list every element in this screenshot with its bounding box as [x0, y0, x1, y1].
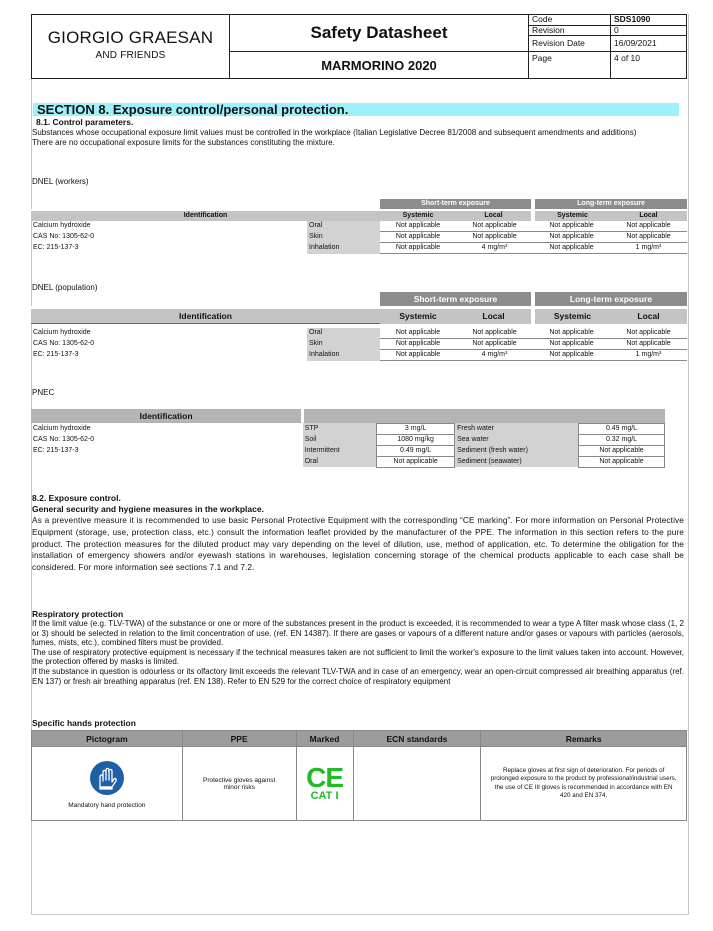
- value-cell: Not applicable: [456, 328, 533, 339]
- route-cell: Inhalation: [307, 350, 380, 361]
- ce-mark-cell: [296, 747, 353, 821]
- dnel-workers-long-term: Long-term exposure: [533, 199, 687, 210]
- pictogram-cell: [32, 747, 183, 821]
- dnel-population-st-local: Local: [456, 308, 533, 324]
- substance-name: Calcium hydroxide: [33, 424, 91, 432]
- hands-heading: Specific hands protection: [32, 718, 136, 728]
- table-row: [31, 339, 687, 350]
- control-params-heading: 8.1. Control parameters.: [36, 117, 134, 127]
- value-cell: Not applicable: [380, 243, 456, 254]
- table-row: [31, 221, 687, 232]
- ppe-header-ppe: PPE: [182, 731, 296, 747]
- pnec-label: PNEC: [32, 388, 55, 397]
- table-row: [31, 243, 687, 254]
- route-cell: Skin: [307, 339, 380, 350]
- pnec-key-cell: Oral: [303, 456, 377, 467]
- company-name: [32, 15, 230, 79]
- value-cell: Not applicable: [533, 221, 610, 232]
- dnel-workers-short-term: Short-term exposure: [380, 199, 533, 210]
- meta-page-value: 4 of 10: [611, 52, 687, 79]
- pnec-key-cell: Sea water: [455, 434, 579, 445]
- meta-date-key: Revision Date: [529, 36, 611, 52]
- value-cell: Not applicable: [533, 243, 610, 254]
- dnel-population-identification: Identification: [31, 308, 380, 324]
- respiratory-heading: Respiratory protection: [32, 609, 124, 619]
- meta-revision-value: 0: [611, 25, 687, 36]
- value-cell: Not applicable: [380, 350, 456, 361]
- remarks-cell: Replace gloves at first sign of deterioration. For periods of prolonged exposure to the product by professional/industrial users, the use of CE III gloves is recommended in accordance with EN 420 and EN 374.: [481, 747, 687, 821]
- value-cell: Not applicable: [533, 339, 610, 350]
- pnec-key-cell: STP: [303, 423, 377, 434]
- ecn-cell: [353, 747, 481, 821]
- dnel-workers-st-systemic: Systemic: [380, 210, 456, 221]
- sheet-title: Safety Datasheet: [230, 15, 529, 52]
- pnec-key-cell: Fresh water: [455, 423, 579, 434]
- pnec-key-cell: Sediment (fresh water): [455, 445, 579, 456]
- value-cell: Not applicable: [380, 339, 456, 350]
- table-row: [31, 328, 687, 339]
- value-cell: Not applicable: [533, 232, 610, 243]
- company-line1: GIORGIO GRAESAN: [47, 28, 214, 47]
- document-header: [31, 14, 687, 79]
- substance-ec: EC: 215-137-3: [33, 244, 79, 251]
- dnel-population-table: [31, 292, 687, 361]
- general-measures-text: As a preventive measure it is recommended to use basic Personal Protective Equipment with the corresponding “CE marking”. For more information on Personal Protective Equipment (storage, use, protection class, etc.) consult the information leaflet provided by the manufacturer of the PPE. The information in this section refers to the pure product. The protection measures for the diluted product may vary depending on the level of dilution, use, method of application, etc. To determine the obligation for the installation of emergency showers and/or eyewash stations in warehouses, legislation concerning storage of the chemical products applicable to each case shall be considered. For more information see sections 7.1 and 7.2.: [32, 515, 684, 573]
- dnel-workers-identification: Identification: [31, 210, 380, 221]
- hand-protection-icon: [89, 760, 125, 796]
- substance-cas: CAS No: 1305-62-0: [33, 435, 95, 443]
- ppe-header-ecn: ECN standards: [353, 731, 481, 747]
- dnel-workers-st-local: Local: [456, 210, 533, 221]
- substance-name: Calcium hydroxide: [33, 222, 91, 230]
- value-cell: Not applicable: [456, 221, 533, 232]
- dnel-workers-lt-local: Local: [610, 210, 687, 221]
- route-cell: Skin: [307, 232, 380, 243]
- value-cell: 0.32 mg/L: [579, 434, 665, 445]
- value-cell: 4 mg/m³: [456, 350, 533, 361]
- respiratory-text: [32, 619, 684, 686]
- value-cell: Not applicable: [380, 328, 456, 339]
- value-cell: Not applicable: [579, 456, 665, 467]
- value-cell: Not applicable: [377, 456, 455, 467]
- respiratory-p1: If the limit value (e.g. TLV-TWA) of the substance or one or more of the substances present in the product is exceeded, it is recommended to wear a type A filter mask whose class (1, 2 or 3) should be selected in relation to the limit concentration of use. (ref. EN 14387). If there are gases or vapours of a different nature and/or gases or vapours with particles (aerosols, fumes, mists, etc.), combined filters must be provided.: [32, 619, 684, 648]
- table-row: [31, 423, 665, 434]
- value-cell: 1 mg/m³: [610, 350, 687, 361]
- exposure-control-heading: 8.2. Exposure control.: [32, 493, 121, 503]
- company-line2: AND FRIENDS: [95, 50, 166, 61]
- respiratory-p3: If the substance in question is odourless or its olfactory limit exceeds the relevant TLV-TWA and in case of an emergency, wear an open-circuit compressed air breathing apparatus (ref. EN 137) or fresh air breathing apparatus (ref. EN 138). Refer to EN 529 for the correct choice of respiratory equipment: [32, 666, 684, 686]
- substance-cas: CAS No: 1305-62-0: [33, 233, 95, 240]
- meta-code-key: Code: [529, 15, 611, 26]
- table-row: [31, 232, 687, 243]
- value-cell: Not applicable: [610, 328, 687, 339]
- substance-name: Calcium hydroxide: [33, 329, 91, 337]
- table-row: [31, 445, 665, 456]
- dnel-population-lt-local: Local: [610, 308, 687, 324]
- section-title: SECTION 8. Exposure control/personal protection.: [33, 103, 679, 116]
- dnel-population-st-systemic: Systemic: [380, 308, 456, 324]
- ppe-header-marked: Marked: [296, 731, 353, 747]
- substance-cas: CAS No: 1305-62-0: [33, 340, 95, 347]
- value-cell: 1080 mg/kg: [377, 434, 455, 445]
- route-cell: Inhalation: [307, 243, 380, 254]
- value-cell: Not applicable: [610, 339, 687, 350]
- meta-revision-key: Revision: [529, 25, 611, 36]
- dnel-workers-label: DNEL (workers): [32, 177, 89, 186]
- dnel-workers-lt-systemic: Systemic: [533, 210, 610, 221]
- ppe-header-remarks: Remarks: [481, 731, 687, 747]
- pictogram-caption: Mandatory hand protection: [68, 802, 146, 809]
- table-row: [31, 434, 665, 445]
- meta-code-value: SDS1090: [611, 15, 687, 26]
- pnec-table: [31, 409, 665, 468]
- ppe-header-pictogram: Pictogram: [32, 731, 183, 747]
- dnel-population-short-term: Short-term exposure: [380, 292, 533, 308]
- hands-ppe-table: [31, 730, 687, 821]
- value-cell: Not applicable: [610, 232, 687, 243]
- pnec-key-cell: Sediment (seawater): [455, 456, 579, 467]
- pnec-key-cell: Intermittent: [303, 445, 377, 456]
- product-name: MARMORINO 2020: [230, 52, 529, 79]
- meta-date-value: 16/09/2021: [611, 36, 687, 52]
- value-cell: Not applicable: [380, 232, 456, 243]
- ppe-cell: Protective gloves against minor risks: [182, 747, 296, 821]
- value-cell: Not applicable: [456, 232, 533, 243]
- value-cell: 3 mg/L: [377, 423, 455, 434]
- route-cell: Oral: [307, 221, 380, 232]
- value-cell: Not applicable: [456, 339, 533, 350]
- ce-mark-icon: CE: [306, 762, 343, 793]
- table-row: [31, 350, 687, 361]
- meta-page-key: Page: [529, 52, 611, 79]
- value-cell: 0.49 mg/L: [579, 423, 665, 434]
- pnec-identification: Identification: [31, 409, 303, 423]
- control-params-p2: There are no occupational exposure limits for the substances constituting the mixture.: [32, 137, 335, 147]
- general-measures-heading: General security and hygiene measures in the workplace.: [32, 504, 264, 514]
- value-cell: Not applicable: [533, 328, 610, 339]
- dnel-workers-table: [31, 199, 687, 254]
- pnec-key-cell: Soil: [303, 434, 377, 445]
- value-cell: 1 mg/m³: [610, 243, 687, 254]
- value-cell: Not applicable: [610, 221, 687, 232]
- substance-ec: EC: 215-137-3: [33, 446, 79, 454]
- value-cell: Not applicable: [533, 350, 610, 361]
- control-params-text: [32, 128, 684, 147]
- value-cell: Not applicable: [380, 221, 456, 232]
- dnel-population-long-term: Long-term exposure: [533, 292, 687, 308]
- dnel-population-lt-systemic: Systemic: [533, 308, 610, 324]
- control-params-p1: Substances whose occupational exposure limit values must be controlled in the workplace (Italian Legislative Decree 81/2008 and subsequent amendments and additions): [32, 128, 637, 137]
- respiratory-p2: The use of respiratory protective equipment is necessary if the technical measures taken are not sufficient to limit the worker's exposure to the limit values taken into account. However, the protection offered by masks is limited.: [32, 647, 684, 667]
- value-cell: 4 mg/m³: [456, 243, 533, 254]
- table-row: [32, 747, 687, 821]
- value-cell: 0.49 mg/L: [377, 445, 455, 456]
- dnel-population-label: DNEL (population): [32, 283, 98, 292]
- table-row: [31, 456, 665, 467]
- substance-ec: EC: 215-137-3: [33, 351, 79, 358]
- ce-category: CAT I: [310, 790, 339, 802]
- value-cell: Not applicable: [579, 445, 665, 456]
- route-cell: Oral: [307, 328, 380, 339]
